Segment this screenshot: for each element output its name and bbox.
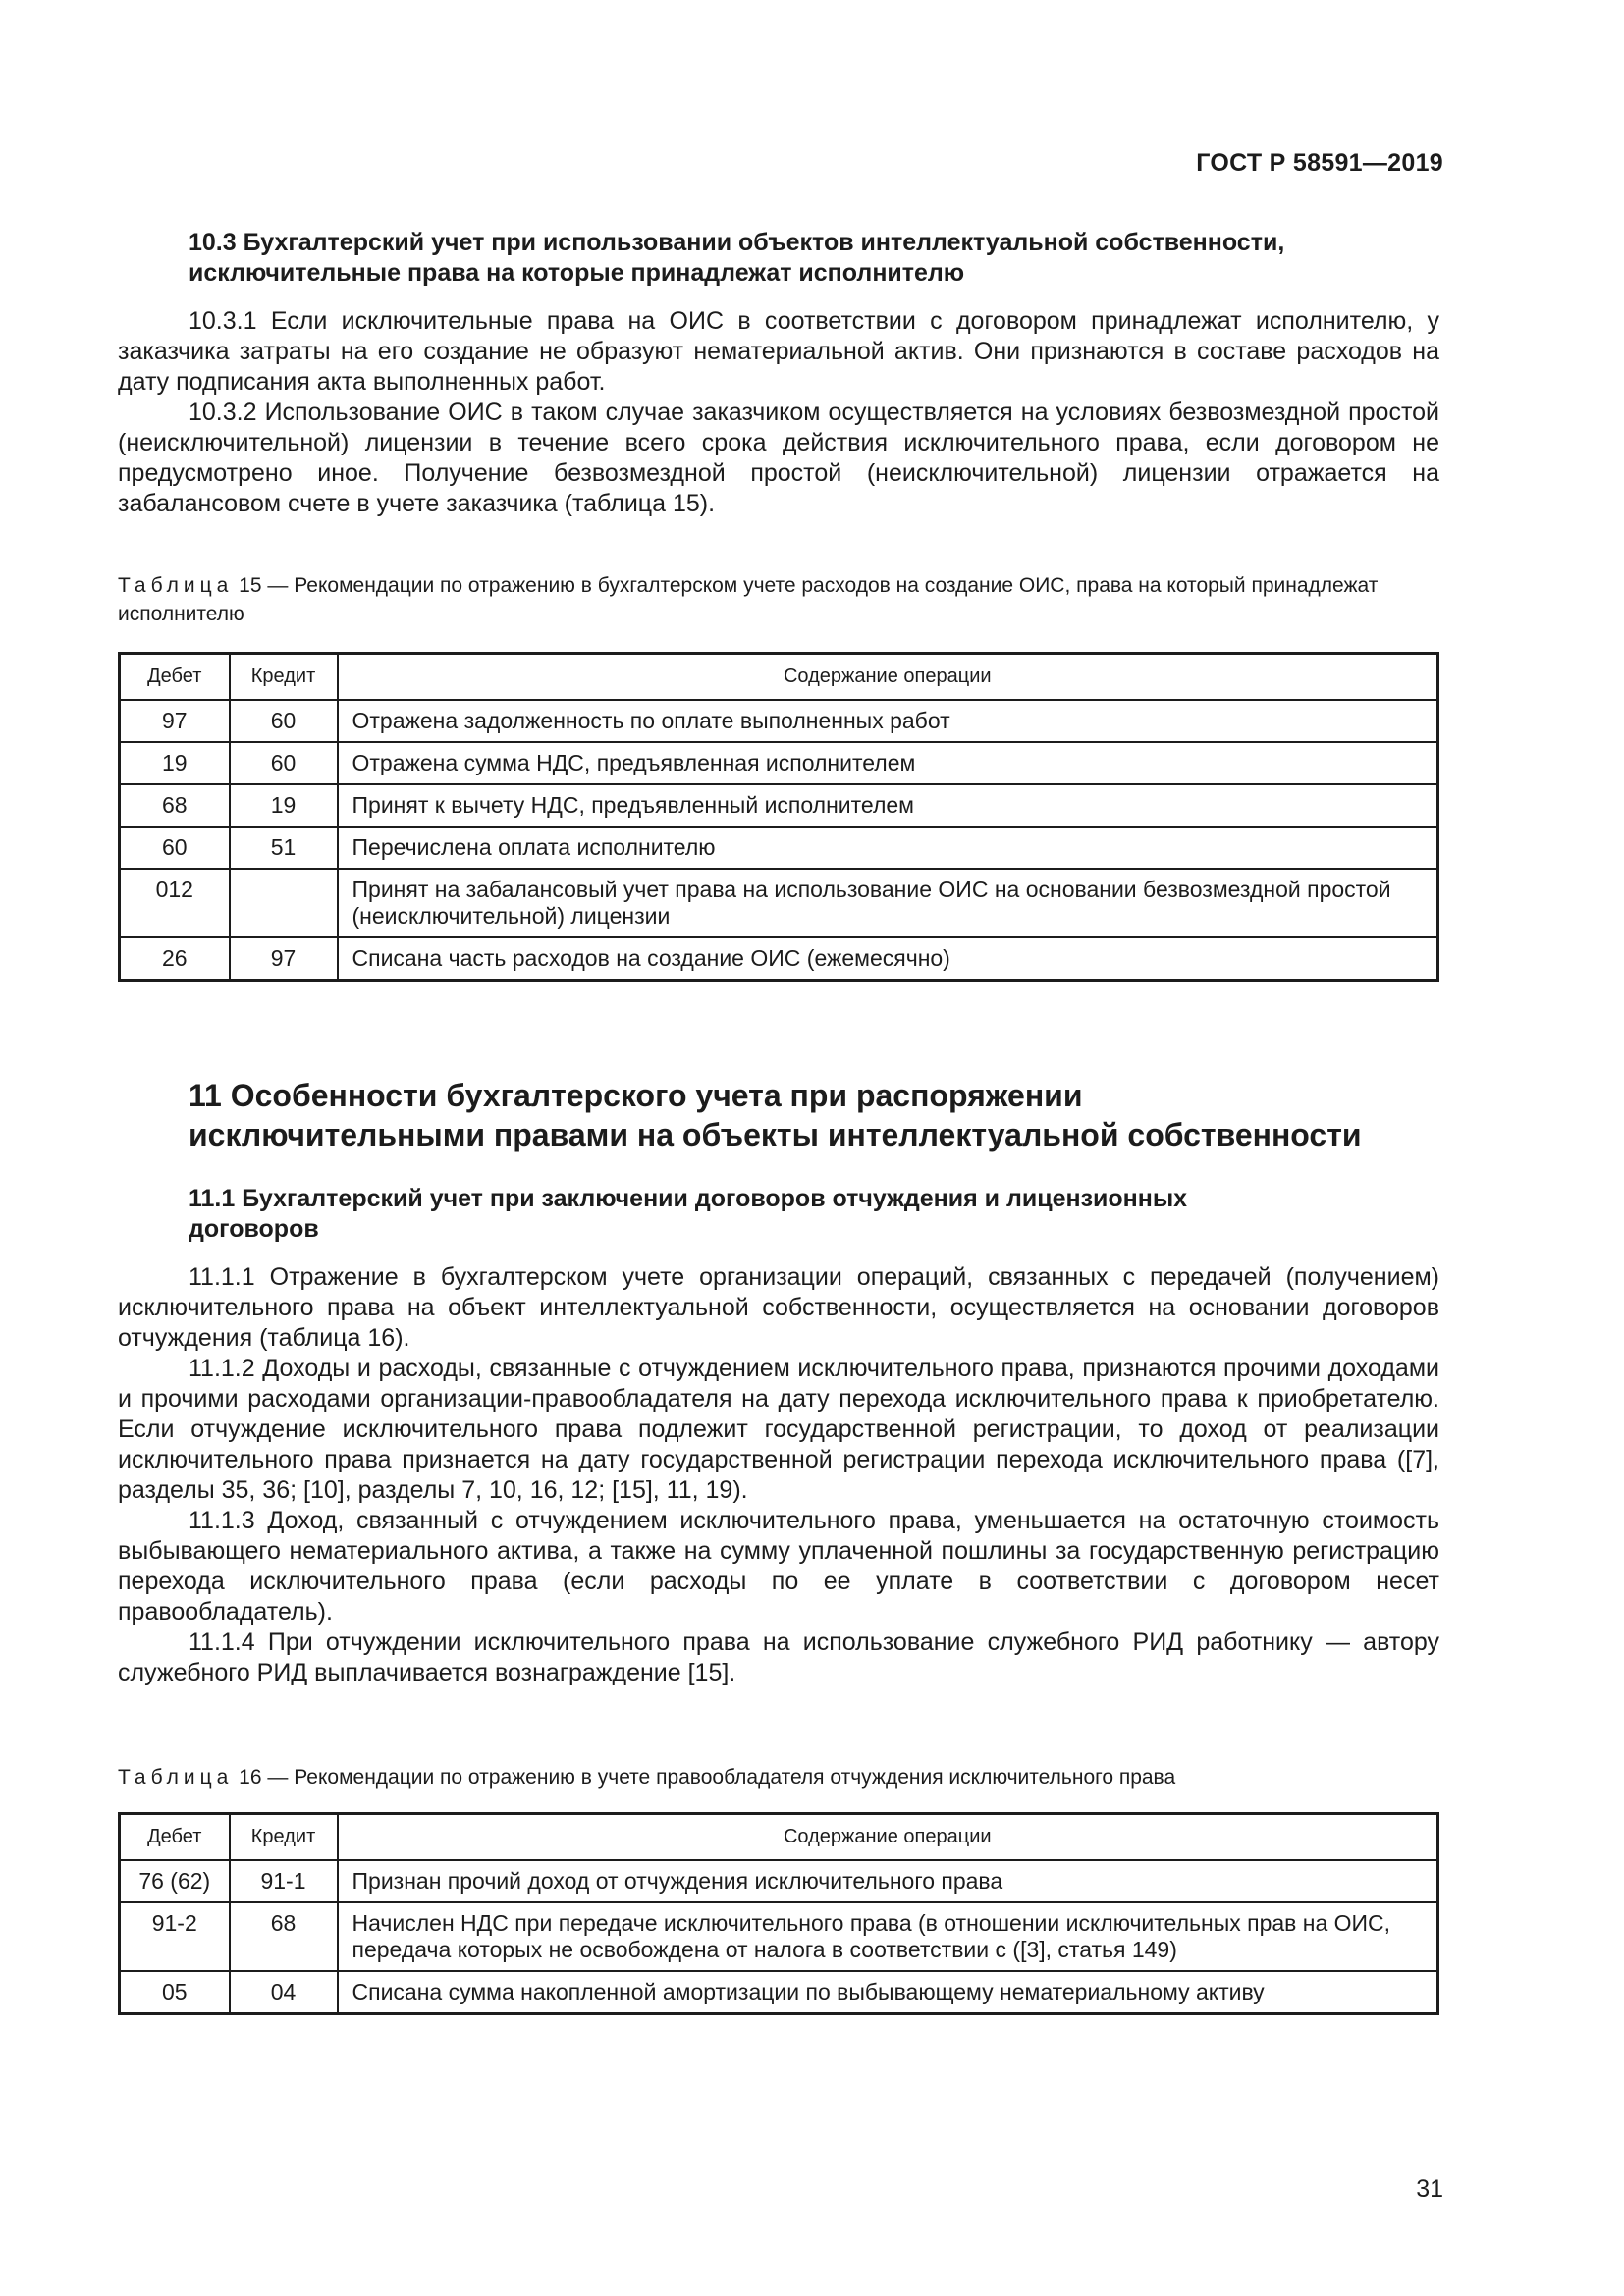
column-header-operation: Содержание операции	[338, 654, 1438, 701]
table-row	[120, 869, 1438, 937]
column-header-credit: Кредит	[230, 654, 338, 701]
section-11-1-heading	[118, 1184, 1439, 1245]
heading-line: договоров	[189, 1215, 319, 1243]
caption-text: 16 — Рекомендации по отражению в учете правообладателя отчуждения исключительного права	[233, 1766, 1176, 1789]
section-11-heading	[118, 1076, 1439, 1154]
cell-credit: 51	[230, 827, 338, 869]
table-row	[120, 1902, 1438, 1971]
paragraph-11-1-2: 11.1.2 Доходы и расходы, связанные с отчуждением исключительного права, признаются прочими доходами и прочими расходами организации-правообладателя на дату перехода исключительного права к приобретателю. Если отчуждение исключительного права подлежит государственной регистрации, то доход от реализации исключительного права признается на дату государственной регистрации перехода исключительного права ([7], разделы 35, 36; [10], разделы 7, 10, 16, 12; [15], 11, 19).	[118, 1355, 1439, 1504]
heading-line: 10.3 Бухгалтерский учет при использовании объектов интеллектуальной собственности,	[189, 229, 1285, 256]
table-header-row	[120, 1814, 1438, 1861]
column-header-operation: Содержание операции	[338, 1814, 1438, 1861]
heading-line: 11.1 Бухгалтерский учет при заключении договоров отчуждения и лицензионных	[189, 1185, 1188, 1212]
table-15	[118, 652, 1439, 982]
cell-operation: Перечислена оплата исполнителю	[338, 827, 1438, 869]
section-10-3-heading	[118, 228, 1439, 289]
heading-line: исключительные права на которые принадлежат исполнителю	[189, 259, 965, 287]
cell-operation: Списана часть расходов на создание ОИС (ежемесячно)	[338, 937, 1438, 981]
paragraph-11-1-4: 11.1.4 При отчуждении исключительного права на использование служебного РИД работнику — автору служебного РИД выплачивается вознаграждение [15].	[118, 1629, 1439, 1686]
table-row	[120, 742, 1438, 784]
cell-operation: Признан прочий доход от отчуждения исключительного права	[338, 1860, 1438, 1902]
cell-credit: 97	[230, 937, 338, 981]
cell-credit: 60	[230, 700, 338, 742]
table-row	[120, 1971, 1438, 2014]
cell-operation: Списана сумма накопленной амортизации по выбывающему нематериальному активу	[338, 1971, 1438, 2014]
column-header-credit: Кредит	[230, 1814, 338, 1861]
table-header-row	[120, 654, 1438, 701]
table-row	[120, 1860, 1438, 1902]
cell-debit: 68	[120, 784, 230, 827]
cell-debit: 60	[120, 827, 230, 869]
paragraph-11-1-1: 11.1.1 Отражение в бухгалтерском учете организации операций, связанных с передачей (получением) исключительного права на объект интеллектуальной собственности, осуществляется на основании договоров отчуждения (таблица 16).	[118, 1263, 1439, 1352]
page-number: 31	[1416, 2175, 1443, 2203]
cell-debit: 26	[120, 937, 230, 981]
cell-debit: 97	[120, 700, 230, 742]
cell-debit: 91-2	[120, 1902, 230, 1971]
cell-credit: 91-1	[230, 1860, 338, 1902]
cell-debit: 05	[120, 1971, 230, 2014]
cell-debit: 19	[120, 742, 230, 784]
document-code: ГОСТ Р 58591—2019	[1196, 149, 1443, 177]
cell-operation: Отражена сумма НДС, предъявленная исполнителем	[338, 742, 1438, 784]
table-15-caption	[118, 571, 1439, 628]
table-row	[120, 784, 1438, 827]
table-row	[120, 700, 1438, 742]
table-16	[118, 1812, 1439, 2015]
paragraph-10-3-2: 10.3.2 Использование ОИС в таком случае заказчиком осуществляется на условиях безвозмездной простой (неисключительной) лицензии в течение всего срока действия исключительного права, если договором не предусмотрено иное. Получение безвозмездной простой (неисключительной) лицензии отражается на забалансовом счете в учете заказчика (таблица 15).	[118, 399, 1439, 517]
table-row	[120, 827, 1438, 869]
table-row	[120, 937, 1438, 981]
caption-label: Таблица	[118, 574, 234, 597]
cell-operation: Отражена задолженность по оплате выполненных работ	[338, 700, 1438, 742]
paragraph-11-1-3: 11.1.3 Доход, связанный с отчуждением исключительного права, уменьшается на остаточную стоимость выбывающего нематериального актива, а также на сумму уплаченной пошлины за государственную регистрацию перехода исключительного права (если расходы по ее уплате в соответствии с договором несет правообладатель).	[118, 1507, 1439, 1626]
paragraph-10-3-1: 10.3.1 Если исключительные права на ОИС в соответствии с договором принадлежат исполнителю, у заказчика затраты на его создание не образуют нематериальной актив. Они признаются в составе расходов на дату подписания акта выполненных работ.	[118, 307, 1439, 396]
section-11-1-body	[118, 1262, 1439, 1688]
cell-operation: Принят на забалансовый учет права на использование ОИС на основании безвозмездной простой (неисключительной) лицензии	[338, 869, 1438, 937]
cell-credit: 68	[230, 1902, 338, 1971]
heading-line: 11 Особенности бухгалтерского учета при распоряжении	[189, 1078, 1083, 1113]
cell-debit: 76 (62)	[120, 1860, 230, 1902]
column-header-debit: Дебет	[120, 654, 230, 701]
cell-debit: 012	[120, 869, 230, 937]
caption-text: 15 — Рекомендации по отражению в бухгалтерском учете расходов на создание ОИС, права на который принадлежат исполнителю	[118, 574, 1379, 625]
heading-line: исключительными правами на объекты интеллектуальной собственности	[189, 1117, 1362, 1152]
cell-credit: 19	[230, 784, 338, 827]
column-header-debit: Дебет	[120, 1814, 230, 1861]
cell-credit: 04	[230, 1971, 338, 2014]
cell-operation: Начислен НДС при передаче исключительного права (в отношении исключительных прав на ОИС, передача которых не освобождена от налога в соответствии с ([3], статья 149)	[338, 1902, 1438, 1971]
cell-operation: Принят к вычету НДС, предъявленный исполнителем	[338, 784, 1438, 827]
cell-credit	[230, 869, 338, 937]
cell-credit: 60	[230, 742, 338, 784]
table-16-caption	[118, 1763, 1439, 1791]
section-10-3-body	[118, 306, 1439, 519]
caption-label: Таблица	[118, 1766, 234, 1789]
